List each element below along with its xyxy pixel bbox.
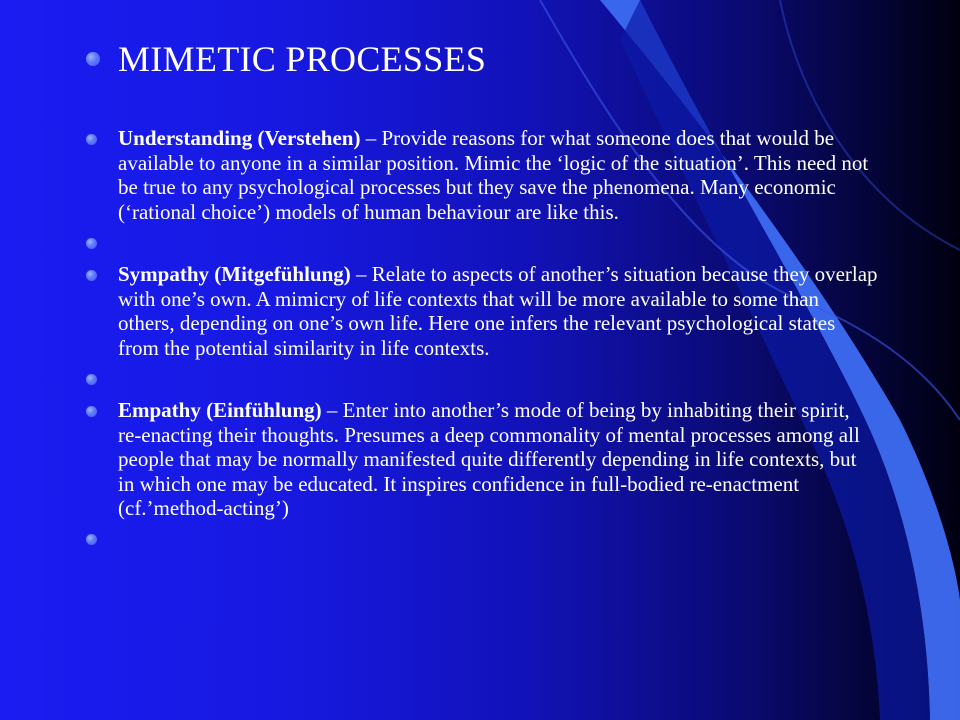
empty-bullet bbox=[86, 360, 886, 398]
bullet-list bbox=[86, 126, 886, 559]
item-description: – Provide reasons for what someone does that would be available to anyone in a similar position. Mimic the ‘logic of the situation’. This need not be true to any psychological processes but they save the phenomena. Many economic (‘rational choice’) models of human behaviour are like this. bbox=[118, 126, 869, 224]
item-text bbox=[118, 126, 878, 224]
bullet-icon bbox=[86, 134, 97, 145]
title-row bbox=[86, 38, 486, 80]
item-term: Understanding (Verstehen) bbox=[118, 126, 361, 150]
list-item-sympathy bbox=[86, 262, 886, 360]
list-item-understanding bbox=[86, 126, 886, 224]
bullet-icon bbox=[86, 52, 100, 66]
item-text bbox=[118, 262, 878, 360]
empty-bullet bbox=[86, 521, 886, 559]
bullet-icon bbox=[86, 406, 97, 417]
bullet-icon bbox=[86, 374, 97, 385]
item-term: Empathy (Einfühlung) bbox=[118, 398, 322, 422]
bullet-icon bbox=[86, 270, 97, 281]
item-term: Sympathy (Mitgefühlung) bbox=[118, 262, 351, 286]
list-item-empathy bbox=[86, 398, 886, 521]
bullet-icon bbox=[86, 238, 97, 249]
empty-bullet bbox=[86, 224, 886, 262]
bullet-icon bbox=[86, 534, 97, 545]
item-description: – Relate to aspects of another’s situation because they overlap with one’s own. A mimicry of life contexts that will be more available to some than others, depending on one’s own life. Here one infers the relevant psychological states from the potential similarity in life contexts. bbox=[118, 262, 878, 360]
slide-title: MIMETIC PROCESSES bbox=[118, 39, 487, 79]
item-description: – Enter into another’s mode of being by inhabiting their spirit, re-enacting their thoughts. Presumes a deep commonality of mental processes among all people that may be normally manifested quite differently depending in life contexts, but in which one may be educated. It inspires confidence in full-bodied re-enactment (cf.’method-acting’) bbox=[118, 398, 860, 520]
item-text bbox=[118, 398, 878, 521]
